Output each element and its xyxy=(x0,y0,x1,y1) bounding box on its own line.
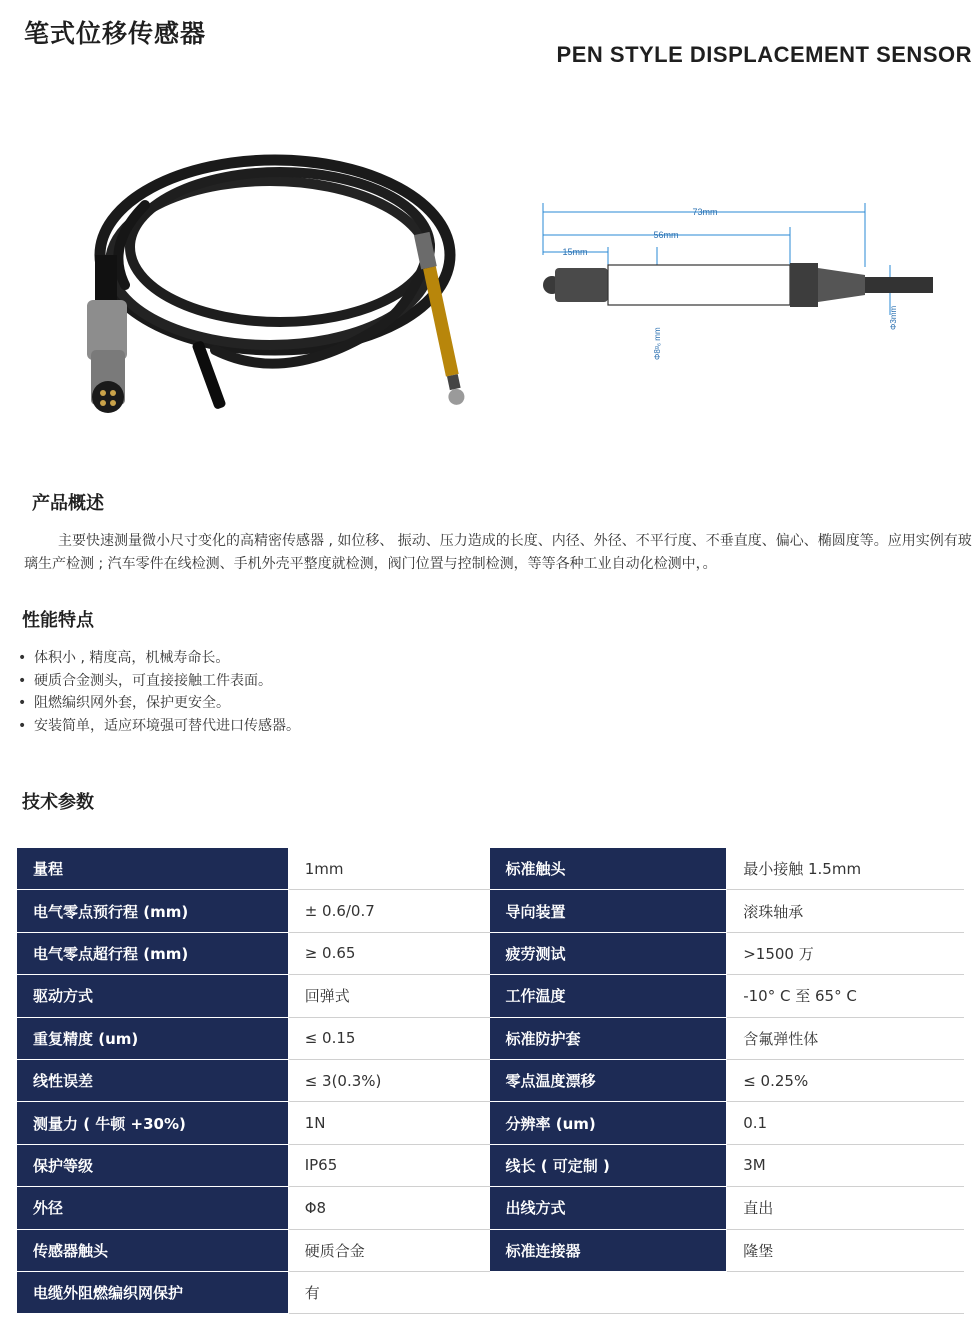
dim-tip-label: 15mm xyxy=(562,247,588,257)
features-heading: 性能特点 xyxy=(22,610,94,631)
feature-item: • 体积小 , 精度高，机械寿命长。 xyxy=(14,647,300,670)
spec-value: Φ8 xyxy=(288,1187,489,1229)
spec-key: 量程 xyxy=(17,848,289,890)
spec-value: >1500 万 xyxy=(727,932,964,974)
table-row xyxy=(17,848,964,890)
spec-key: 标准连接器 xyxy=(489,1229,727,1271)
table-row xyxy=(17,1144,964,1186)
table-row xyxy=(17,890,964,932)
spec-key: 导向装置 xyxy=(489,890,727,932)
spec-key: 工作温度 xyxy=(489,975,727,1017)
dim-diameter-label: Φ8ᵍ₆ mm xyxy=(653,327,662,360)
specs-heading: 技术参数 xyxy=(22,792,94,813)
spec-key: 标准触头 xyxy=(489,848,727,890)
spec-key: 出线方式 xyxy=(489,1187,727,1229)
table-row xyxy=(17,1229,964,1271)
table-row xyxy=(17,975,964,1017)
spec-key: 电气零点预行程 (mm) xyxy=(17,890,289,932)
spec-key: 标准防护套 xyxy=(489,1017,727,1059)
spec-value: 回弹式 xyxy=(288,975,489,1017)
spec-value: ≤ 0.15 xyxy=(288,1017,489,1059)
table-row xyxy=(17,932,964,974)
spec-value: 含氟弹性体 xyxy=(727,1017,964,1059)
spec-key: 线性误差 xyxy=(17,1059,289,1101)
spec-value: ≤ 0.25% xyxy=(727,1059,964,1101)
table-row xyxy=(17,1187,964,1229)
page-title-en: PEN STYLE DISPLACEMENT SENSOR xyxy=(556,42,972,67)
table-row xyxy=(17,1271,964,1313)
spec-key: 电气零点超行程 (mm) xyxy=(17,932,289,974)
spec-value: ≤ 3(0.3%) xyxy=(288,1059,489,1101)
spec-key: 驱动方式 xyxy=(17,975,289,1017)
spec-value: 3M xyxy=(727,1144,964,1186)
spec-value: ≥ 0.65 xyxy=(288,932,489,974)
feature-item: • 阻燃编织网外套，保护更安全。 xyxy=(14,692,300,715)
features-list xyxy=(14,647,300,737)
spec-value: 滚珠轴承 xyxy=(727,890,964,932)
spec-value: 直出 xyxy=(727,1187,964,1229)
spec-value: 隆堡 xyxy=(727,1229,964,1271)
spec-key: 分辨率 (um) xyxy=(489,1102,727,1144)
table-row xyxy=(17,1059,964,1101)
page-title-cn: 笔式位移传感器 xyxy=(24,19,207,48)
spec-key: 外径 xyxy=(17,1187,289,1229)
spec-value: 有 xyxy=(288,1271,963,1313)
table-row xyxy=(17,1102,964,1144)
overview-heading: 产品概述 xyxy=(32,493,104,514)
spec-key: 零点温度漂移 xyxy=(489,1059,727,1101)
dimension-drawing xyxy=(530,195,950,375)
spec-key: 疲劳测试 xyxy=(489,932,727,974)
dim-cable-label: Φ3mm xyxy=(889,305,898,330)
table-row xyxy=(17,1017,964,1059)
spec-value: IP65 xyxy=(288,1144,489,1186)
spec-value: 1N xyxy=(288,1102,489,1144)
feature-item: • 安装简单，适应环境强可替代进口传感器。 xyxy=(14,715,300,738)
spec-key: 线长 ( 可定制 ) xyxy=(489,1144,727,1186)
spec-value: 1mm xyxy=(288,848,489,890)
dim-total-label: 73mm xyxy=(692,207,718,217)
spec-key: 传感器触头 xyxy=(17,1229,289,1271)
overview-text: 主要快速测量微小尺寸变化的高精密传感器 , 如位移、 振动、压力造成的长度、内径、外径、不平行度、不垂直度、偏心、椭圆度等。应用实例有玻璃生产检测 ; 汽车零件在线检测、手机外壳平整度就检测，阀门位置与控制检测，等等各种工业自动化检测中，。 xyxy=(24,533,972,572)
spec-key: 保护等级 xyxy=(17,1144,289,1186)
spec-key: 测量力 ( 牛顿 +30%) xyxy=(17,1102,289,1144)
spec-table xyxy=(16,847,964,1314)
dim-body-label: 56mm xyxy=(653,230,679,240)
spec-value: 最小接触 1.5mm xyxy=(727,848,964,890)
feature-item: • 硬质合金测头，可直接接触工件表面。 xyxy=(14,670,300,693)
product-photo xyxy=(85,135,505,435)
spec-value: 硬质合金 xyxy=(288,1229,489,1271)
spec-value: -10° C 至 65° C xyxy=(727,975,964,1017)
spec-value: ± 0.6/0.7 xyxy=(288,890,489,932)
spec-key: 重复精度 (um) xyxy=(17,1017,289,1059)
spec-key: 电缆外阻燃编织网保护 xyxy=(17,1271,289,1313)
spec-value: 0.1 xyxy=(727,1102,964,1144)
